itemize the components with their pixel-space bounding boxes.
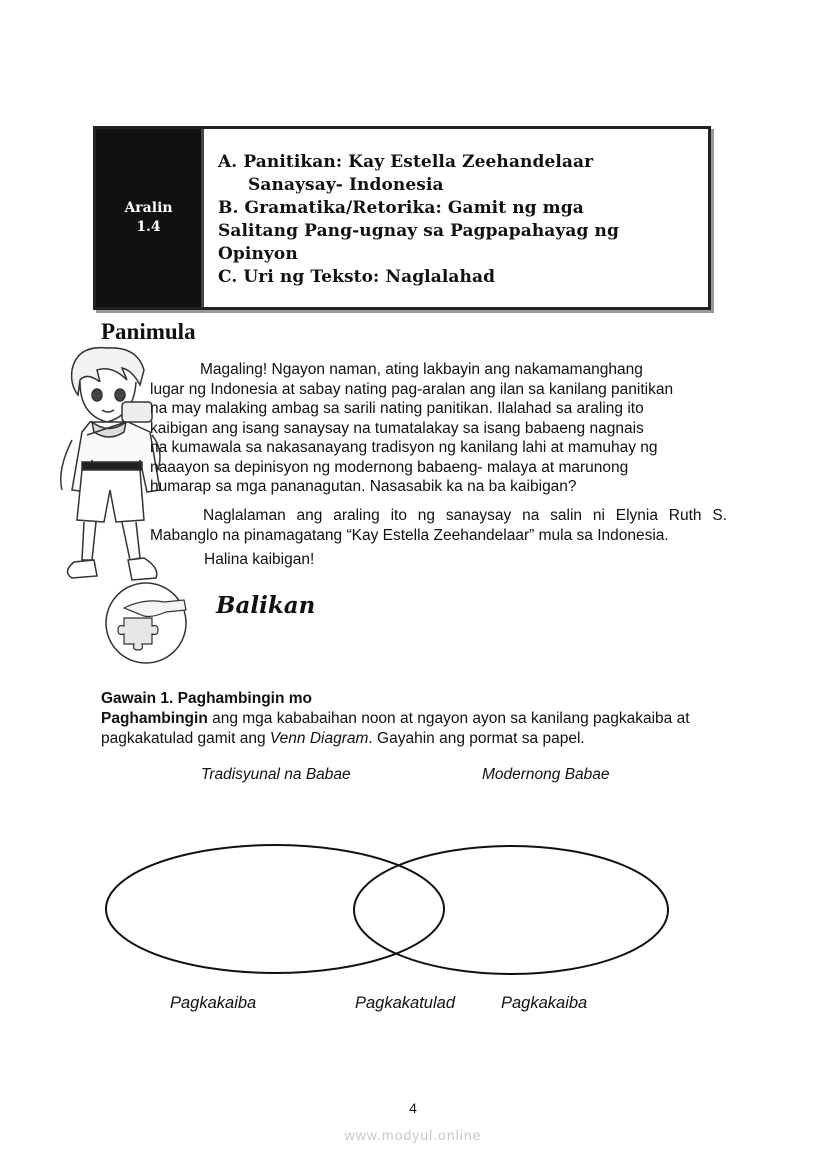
intro-paragraph-2: Naglalaman ang araling ito ng sanaysay na salin ni Elynia Ruth S. Mabanglo na pinamagatang “Kay Estella Zeehandelaar” mula sa Indonesia. xyxy=(150,507,727,544)
lesson-tab-label: Aralin xyxy=(124,200,173,216)
panimula-heading: Panimula xyxy=(101,319,196,344)
intro-line: na kumawala sa nakasanayang tradisyon ng kanilang lahi at mamuhay ng xyxy=(150,439,658,456)
venn-diagram xyxy=(100,840,675,980)
intro-paragraph-1 xyxy=(150,360,727,497)
topic-b-line1: B. Gramatika/Retorika: Gamit ng mga xyxy=(218,198,584,218)
page-number: 4 xyxy=(409,1100,417,1116)
venn-circle-right xyxy=(354,846,668,974)
lesson-tab-number: 1.4 xyxy=(136,219,161,235)
topic-b-line2: Salitang Pang-ugnay sa Pagpapahayag ng xyxy=(218,221,619,241)
venn-difference-left: Pagkakaiba xyxy=(170,994,257,1012)
instr-text-1: ang mga kababaihan noon at ngayon ayon sa kanilang pagkakaiba at pagkakatulad gamit ang xyxy=(101,710,690,747)
hand-puzzle-piece-icon xyxy=(104,578,190,668)
topic-a-line1: A. Panitikan: Kay Estella Zeehandelaar xyxy=(218,152,594,172)
topic-c: C. Uri ng Teksto: Naglalahad xyxy=(218,267,496,287)
balikan-heading: Balikan xyxy=(216,592,316,619)
instr-text-2: . Gayahin ang pormat sa papel. xyxy=(368,730,585,747)
instr-bold: Paghambingin xyxy=(101,710,208,727)
topic-a-line2: Sanaysay- Indonesia xyxy=(248,175,444,195)
venn-left-label: Tradisyunal na Babae xyxy=(201,766,351,783)
intro-line: na may malaking ambag sa sarili nating panitikan. Ilalahad sa araling ito xyxy=(150,400,644,417)
lesson-header-box xyxy=(93,126,711,310)
venn-right-label: Modernong Babae xyxy=(482,766,610,783)
instr-italic: Venn Diagram xyxy=(269,730,369,747)
venn-circle-left xyxy=(106,845,444,973)
activity-instructions xyxy=(101,709,728,749)
venn-difference-right: Pagkakaiba xyxy=(501,994,588,1012)
intro-paragraph-3: Halina kaibigan! xyxy=(204,551,315,568)
lesson-topics xyxy=(204,129,708,307)
venn-similarity: Pagkakatulad xyxy=(355,994,455,1012)
watermark: www.modyul.online xyxy=(344,1127,482,1143)
lesson-number-tab xyxy=(96,129,204,307)
intro-line: humarap sa mga pananagutan. Nasasabik ka na ba kaibigan? xyxy=(150,478,577,495)
topic-b-line3: Opinyon xyxy=(218,244,298,264)
activity-title: Gawain 1. Paghambingin mo xyxy=(101,690,313,707)
intro-line: Magaling! Ngayon naman, ating lakbayin ang nakamamanghang xyxy=(200,361,643,378)
intro-line: naaayon sa depinisyon ng modernong babaeng- malaya at marunong xyxy=(150,458,629,476)
intro-line: lugar ng Indonesia at sabay nating pag-aralan ang ilan sa kanilang panitikan xyxy=(150,380,674,398)
intro-line: kaibigan ang isang sanaysay na tumatalakay sa isang babaeng nagnais xyxy=(150,419,644,437)
